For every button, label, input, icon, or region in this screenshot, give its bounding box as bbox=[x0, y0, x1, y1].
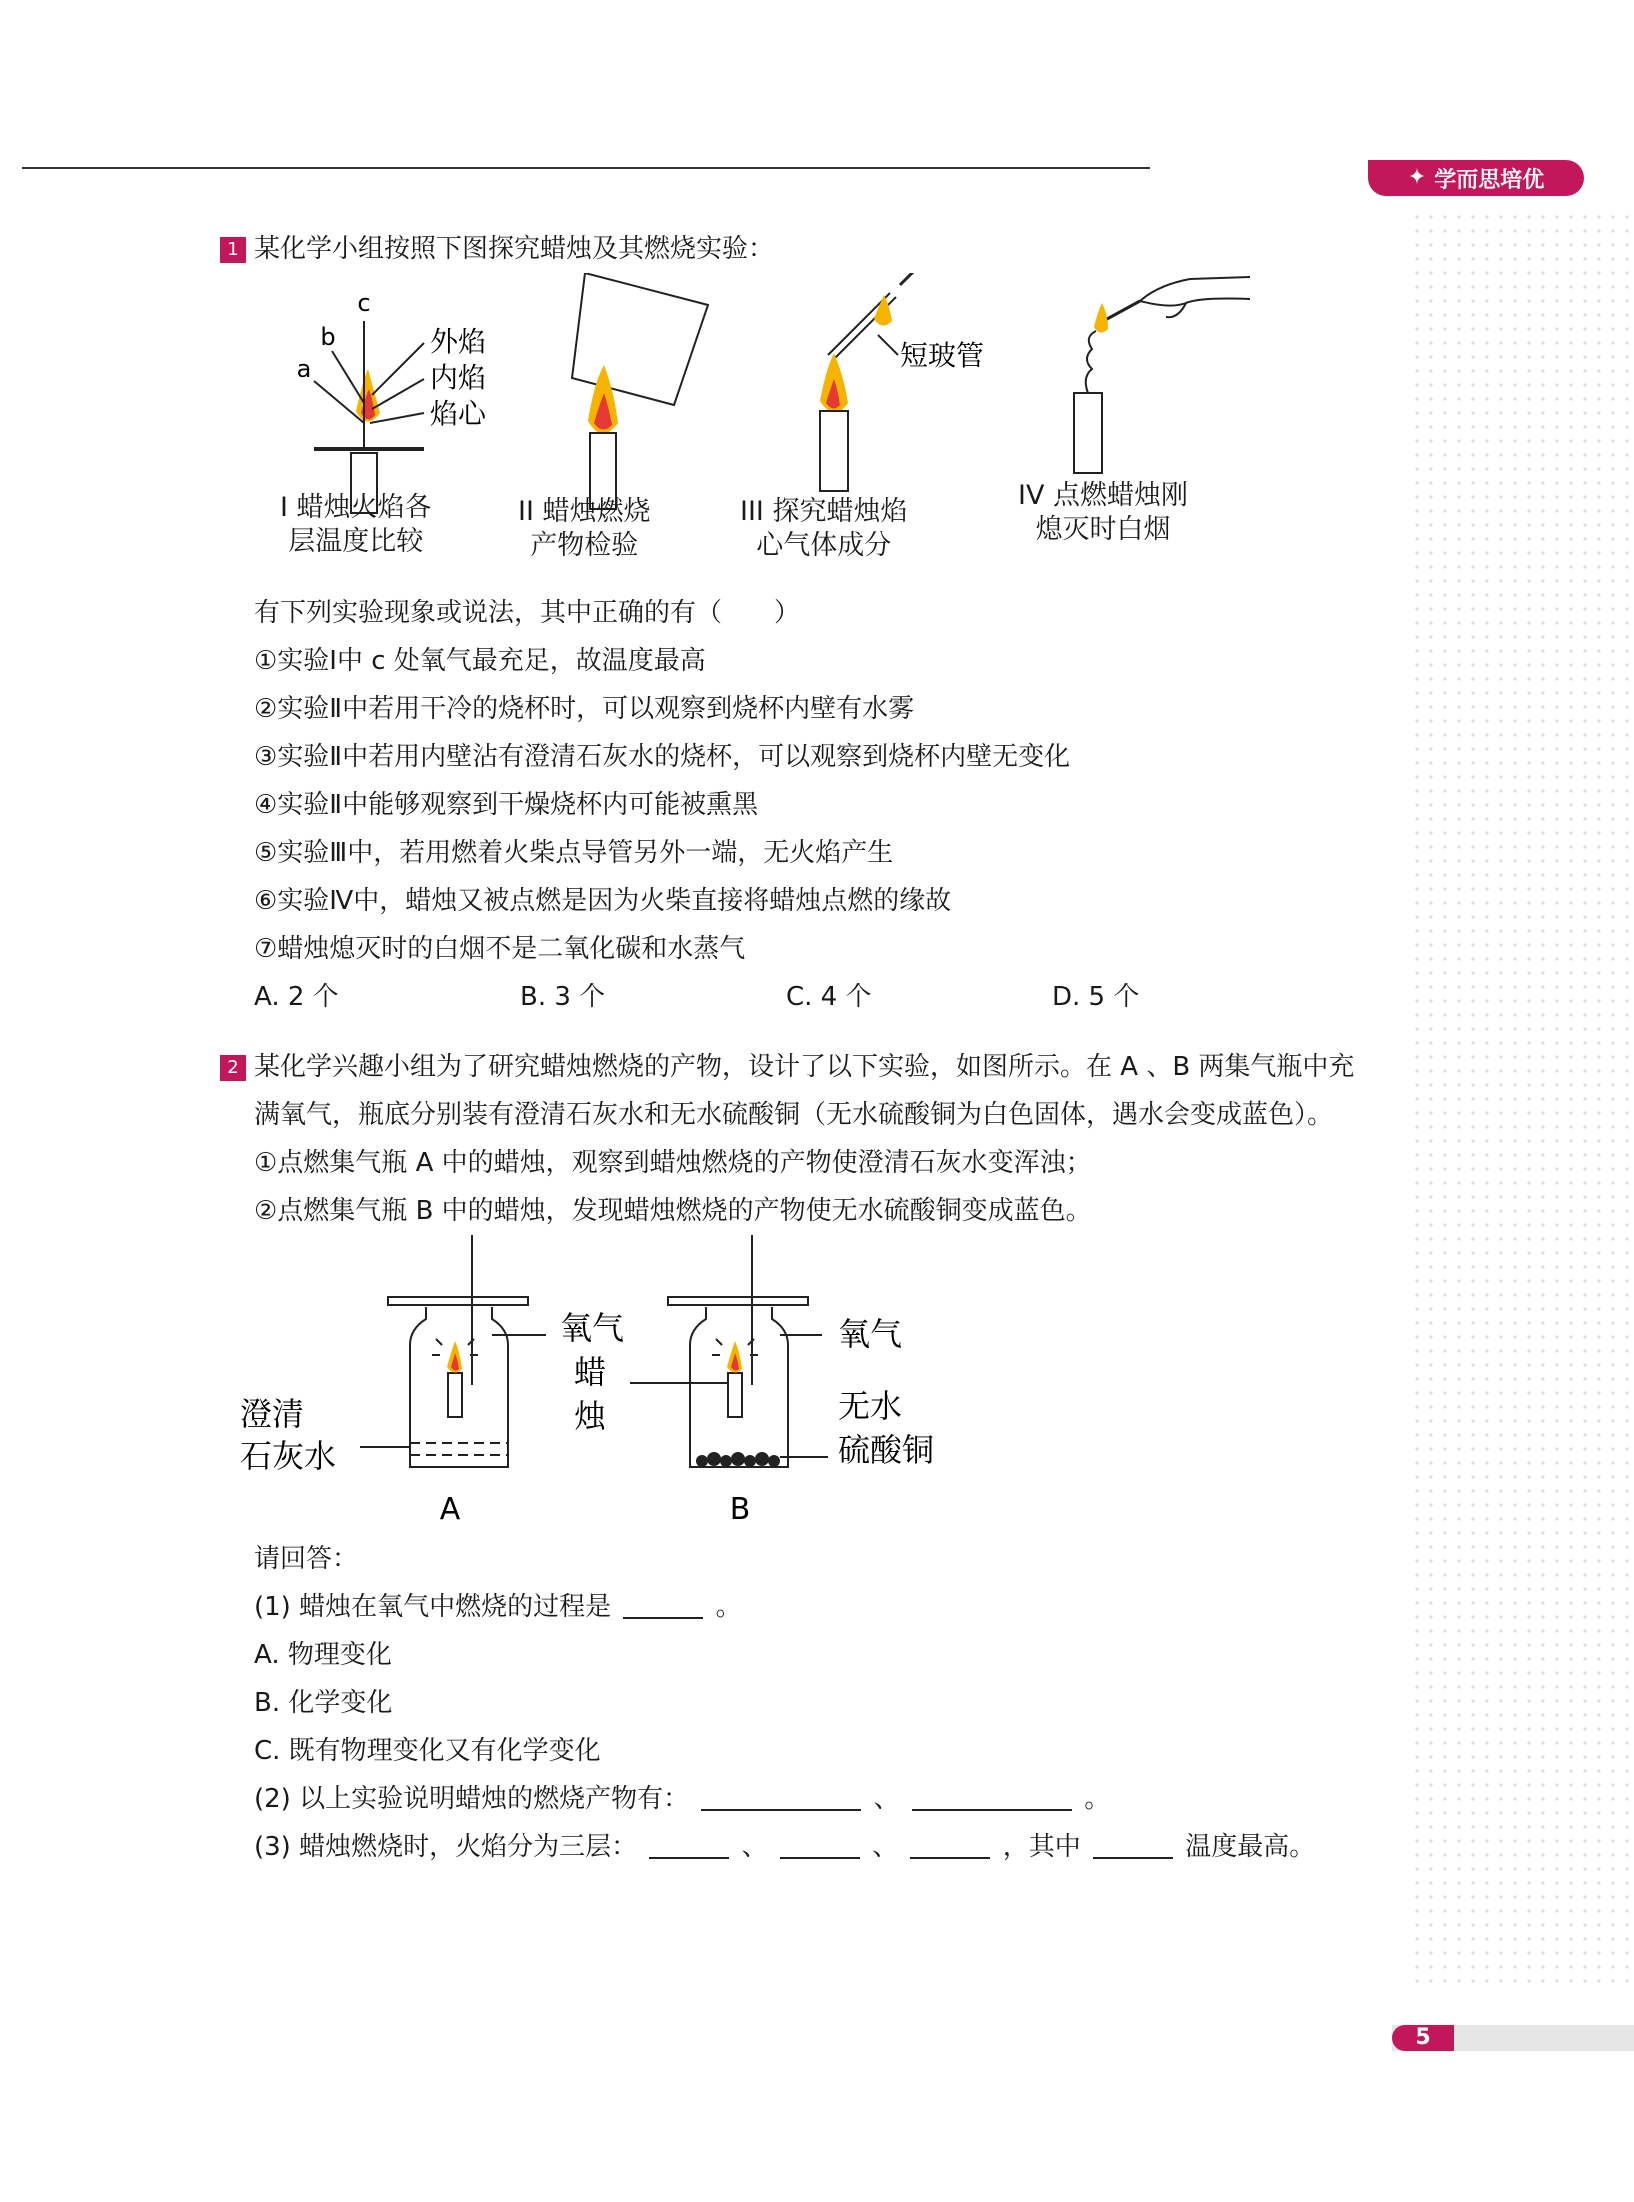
q2-sub3-end: 温度最高。 bbox=[1185, 1832, 1316, 1862]
q2-stem: 某化学兴趣小组为了研究蜡烛燃烧的产物，设计了以下实验，如图所示。在 A 、B 两集气瓶中充满氧气，瓶底分别装有澄清石灰水和无水硫酸铜（无水硫酸铜为白色固体，遇水会变成蓝色）。 bbox=[254, 1052, 1355, 1130]
q2-ask: 请回答： bbox=[254, 1544, 359, 1574]
caption-exp4 bbox=[1018, 479, 1188, 547]
q2-sub1-end: 。 bbox=[715, 1592, 742, 1622]
q2-sub1 bbox=[220, 1583, 1340, 1631]
caption-exp2-line1: II 蜡烛燃烧 bbox=[518, 496, 651, 527]
q2-sub3-sep-2: 、 bbox=[872, 1832, 899, 1862]
label-candle-1: 蜡 bbox=[574, 1353, 607, 1391]
label-oxygen-b: 氧气 bbox=[838, 1315, 903, 1353]
exp4-match-candle bbox=[1074, 277, 1250, 473]
brand-badge bbox=[1368, 160, 1584, 196]
caption-exp1 bbox=[280, 491, 432, 559]
q2-bottles-diagram bbox=[240, 1235, 940, 1535]
page-content bbox=[220, 225, 1355, 1871]
caption-exp2-line2: 产物检验 bbox=[530, 530, 639, 561]
q2-sub1-option-a: A. 物理变化 bbox=[254, 1640, 392, 1670]
q2-sub1-option-b: B. 化学变化 bbox=[254, 1688, 393, 1718]
q2-sub2-blank-2[interactable] bbox=[912, 1781, 1072, 1811]
brand-name: 学而思培优 bbox=[1434, 167, 1545, 193]
caption-exp2 bbox=[518, 495, 651, 563]
caption-exp3 bbox=[740, 495, 907, 563]
q1-prompt: 有下列实验现象或说法，其中正确的有（ ） bbox=[254, 598, 801, 628]
dot-pattern bbox=[1410, 210, 1634, 1990]
q1-option-b: B. 3 个 bbox=[520, 982, 606, 1012]
caption-exp1-line2: 层温度比较 bbox=[288, 526, 424, 557]
q2-sub3 bbox=[220, 1823, 1340, 1871]
q1-item-4: ④实验Ⅱ中能够观察到干燥烧杯内可能被熏黑 bbox=[254, 790, 759, 820]
bottle-a bbox=[360, 1235, 546, 1467]
q2-sub3-blank-3[interactable] bbox=[910, 1829, 990, 1859]
q2-sub1-text: (1) 蜡烛在氧气中燃烧的过程是 bbox=[254, 1592, 612, 1622]
q1-options bbox=[220, 973, 1340, 1021]
label-bottle-b: B bbox=[729, 1492, 751, 1527]
q2-step-1: ①点燃集气瓶 A 中的蜡烛，观察到蜡烛燃烧的产物使澄清石灰水变浑浊； bbox=[254, 1148, 1092, 1178]
q1-option-d: D. 5 个 bbox=[1052, 982, 1140, 1012]
label-c: c bbox=[357, 289, 371, 317]
question-2 bbox=[220, 1043, 1355, 1871]
q2-sub3-blank-4[interactable] bbox=[1093, 1829, 1173, 1859]
label-limewater-1: 澄清 bbox=[240, 1395, 305, 1433]
q1-item-7: ⑦蜡烛熄灭时的白烟不是二氧化碳和水蒸气 bbox=[254, 934, 746, 964]
q1-item-1: ①实验Ⅰ中 c 处氧气最充足，故温度最高 bbox=[254, 646, 706, 676]
q2-sub3-mid: ，其中 bbox=[1002, 1832, 1081, 1862]
label-b: b bbox=[320, 323, 336, 351]
caption-exp3-line1: III 探究蜡烛焰 bbox=[740, 496, 908, 527]
label-flame-core: 焰心 bbox=[430, 397, 487, 430]
label-oxygen-a: 氧气 bbox=[560, 1309, 625, 1347]
label-outer-flame: 外焰 bbox=[430, 325, 487, 358]
caption-exp4-line1: IV 点燃蜡烛刚 bbox=[1018, 480, 1189, 511]
caption-exp1-line1: I 蜡烛火焰各 bbox=[280, 492, 432, 523]
lightbulb-icon: ✦ bbox=[1407, 165, 1427, 190]
q1-item-3: ③实验Ⅱ中若用内壁沾有澄清石灰水的烧杯，可以观察到烧杯内壁无变化 bbox=[254, 742, 1071, 772]
label-inner-flame: 内焰 bbox=[430, 361, 487, 394]
q1-option-c: C. 4 个 bbox=[786, 982, 872, 1012]
q1-item-5: ⑤实验Ⅲ中，若用燃着火柴点导管另外一端，无火焰产生 bbox=[254, 838, 894, 868]
q2-sub2-blank-1[interactable] bbox=[701, 1781, 861, 1811]
q2-sub3-sep-1: 、 bbox=[741, 1832, 768, 1862]
exp2-beaker-candle bbox=[572, 273, 708, 509]
q2-number: 2 bbox=[220, 1055, 246, 1081]
label-limewater-2: 石灰水 bbox=[240, 1437, 337, 1475]
question-1 bbox=[220, 225, 1340, 1021]
q2-sub2-sep: 、 bbox=[873, 1784, 900, 1814]
page-number: 5 bbox=[1392, 2025, 1454, 2051]
q2-figure bbox=[240, 1235, 1340, 1535]
q1-figure bbox=[240, 273, 1340, 589]
q2-sub2 bbox=[220, 1775, 1340, 1823]
q2-sub3-blank-2[interactable] bbox=[780, 1829, 860, 1859]
q1-number: 1 bbox=[220, 237, 246, 263]
label-cuso4-1: 无水 bbox=[838, 1387, 903, 1425]
label-candle-2: 烛 bbox=[574, 1397, 607, 1435]
q2-sub2-end: 。 bbox=[1084, 1784, 1111, 1814]
label-short-tube: 短玻管 bbox=[900, 339, 985, 372]
q1-item-2: ②实验Ⅱ中若用干冷的烧杯时，可以观察到烧杯内壁有水雾 bbox=[254, 694, 915, 724]
label-bottle-a: A bbox=[439, 1492, 461, 1527]
q1-option-a: A. 2 个 bbox=[254, 982, 339, 1012]
exp3-tube-candle bbox=[820, 273, 920, 491]
header-rule bbox=[22, 167, 1150, 169]
q2-stem-block bbox=[220, 1043, 1374, 1139]
q2-sub3-blank-1[interactable] bbox=[649, 1829, 729, 1859]
q1-item-6: ⑥实验Ⅳ中，蜡烛又被点燃是因为火柴直接将蜡烛点燃的缘故 bbox=[254, 886, 952, 916]
bottle-b bbox=[616, 1235, 828, 1467]
caption-exp3-line2: 心气体成分 bbox=[756, 530, 892, 561]
q1-stem-line bbox=[220, 225, 1340, 273]
caption-exp4-line2: 熄灭时白烟 bbox=[1035, 514, 1171, 545]
q2-sub1-blank[interactable] bbox=[623, 1589, 703, 1619]
q2-step-2: ②点燃集气瓶 B 中的蜡烛，发现蜡烛燃烧的产物使无水硫酸铜变成蓝色。 bbox=[254, 1196, 1092, 1226]
label-cuso4-2: 硫酸铜 bbox=[838, 1431, 935, 1469]
q1-stem: 某化学小组按照下图探究蜡烛及其燃烧实验： bbox=[254, 234, 775, 264]
label-a: a bbox=[296, 355, 312, 383]
q2-sub1-option-c: C. 既有物理变化又有化学变化 bbox=[254, 1736, 601, 1766]
q2-sub3-text: (3) 蜡烛燃烧时，火焰分为三层： bbox=[254, 1832, 638, 1862]
q2-sub2-text: (2) 以上实验说明蜡烛的燃烧产物有： bbox=[254, 1784, 690, 1814]
